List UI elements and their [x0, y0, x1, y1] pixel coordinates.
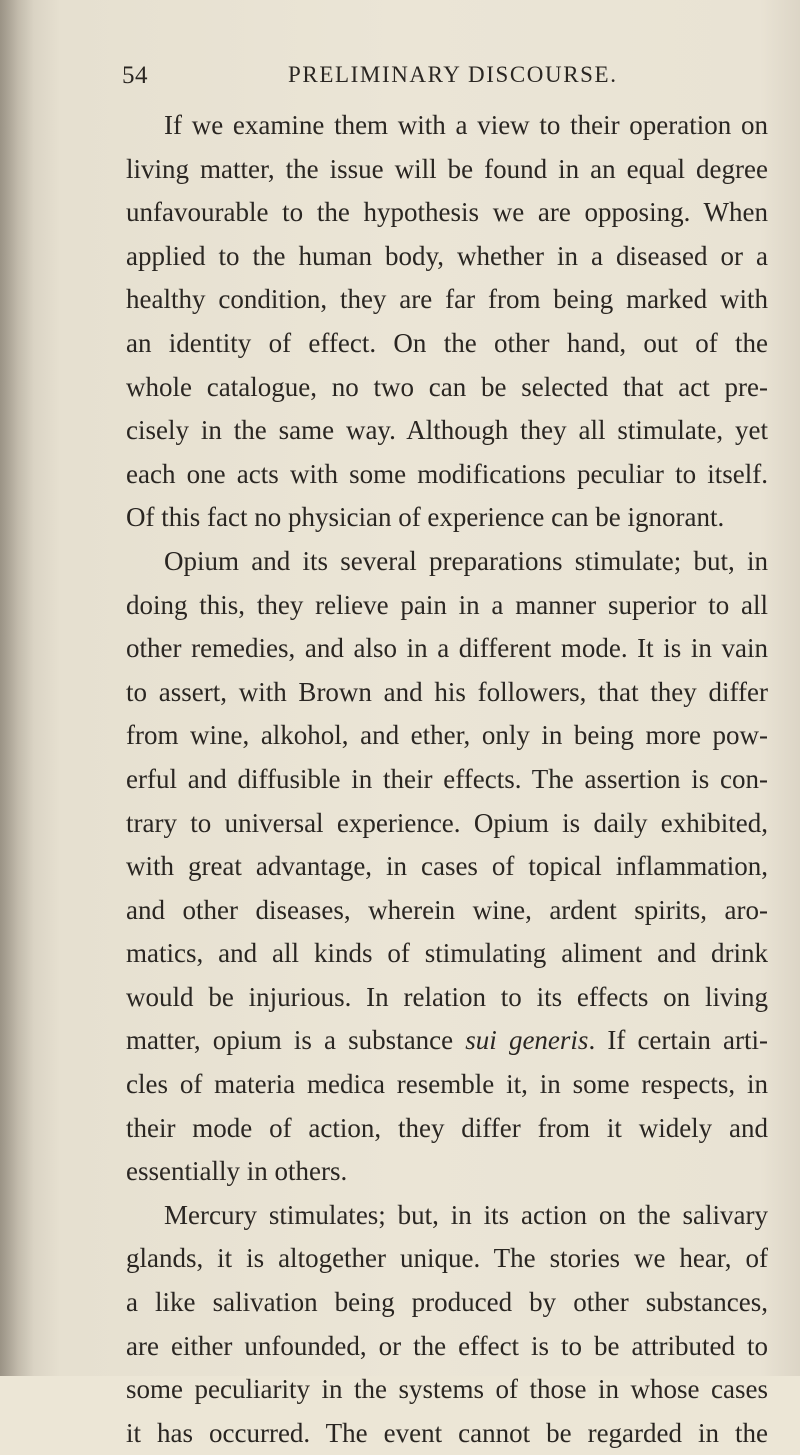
text-line: their mode of action, they differ from it widely and [126, 1112, 768, 1143]
text-line: and other diseases, wherein wine, ardent spirits, aro- [126, 894, 768, 925]
text-line: other remedies, and also in a different mode. It is in vain [126, 633, 768, 664]
text-line: unfavourable to the hypothesis we are opposing. When [126, 197, 768, 228]
text-line: would be injurious. In relation to its effects on living [126, 981, 768, 1012]
text-segment: . If certain arti- [588, 1025, 768, 1056]
text-line: If we examine them with a view to their operation on [164, 110, 768, 140]
page-header [122, 62, 642, 102]
text-line: trary to universal experience. Opium is daily exhibited, [126, 807, 768, 838]
text-line: erful and diffusible in their effects. The assertion is con- [126, 763, 768, 794]
text-line: some peculiarity in the systems of those in whose cases [126, 1374, 768, 1405]
text-line: it has occurred. The event cannot be regarded in the [126, 1417, 768, 1448]
text-line: essentially in others. [126, 1156, 348, 1187]
text-line: cisely in the same way. Although they all stimulate, yet [126, 415, 768, 446]
text-line: cles of materia medica resemble it, in some respects, in [126, 1069, 768, 1100]
text-line: healthy condition, they are far from being marked with [126, 284, 768, 315]
binding-shadow [0, 0, 34, 1376]
text-line: from wine, alkohol, and ether, only in being more pow- [126, 720, 768, 751]
text-line: an identity of effect. On the other hand, out of the [126, 327, 768, 358]
text-line: glands, it is altogether unique. The stories we hear, of [126, 1243, 768, 1274]
text-line: living matter, the issue will be found in an equal degree [126, 153, 768, 184]
text-line: a like salivation being produced by other substances, [126, 1287, 768, 1318]
text-line: Opium and its several preparations stimulate; but, in [164, 545, 768, 576]
text-line-with-italic [126, 1019, 768, 1063]
text-line: each one acts with some modifications peculiar to itself. [126, 458, 768, 489]
running-title: PRELIMINARY DISCOURSE. [288, 62, 618, 87]
text-segment: matter, opium is a substance [126, 1025, 466, 1056]
text-line: Mercury stimulates; but, in its action on the salivary [164, 1199, 768, 1230]
italic-phrase: sui generis [465, 1025, 589, 1056]
text-line: with great advantage, in cases of topical inflammation, [126, 851, 768, 882]
text-line: to assert, with Brown and his followers, that they differ [126, 676, 768, 707]
text-line: applied to the human body, whether in a diseased or a [126, 240, 768, 271]
text-line: matics, and all kinds of stimulating aliment and drink [126, 938, 768, 969]
page-number: 54 [122, 62, 148, 89]
text-line: Of this fact no physician of experience can be ignorant. [126, 502, 725, 533]
body-text [126, 104, 768, 1455]
text-line: whole catalogue, no two can be selected that act pre- [126, 371, 768, 402]
text-line: doing this, they relieve pain in a manner superior to all [126, 589, 768, 620]
text-line: are either unfounded, or the effect is to be attributed to [126, 1330, 768, 1361]
